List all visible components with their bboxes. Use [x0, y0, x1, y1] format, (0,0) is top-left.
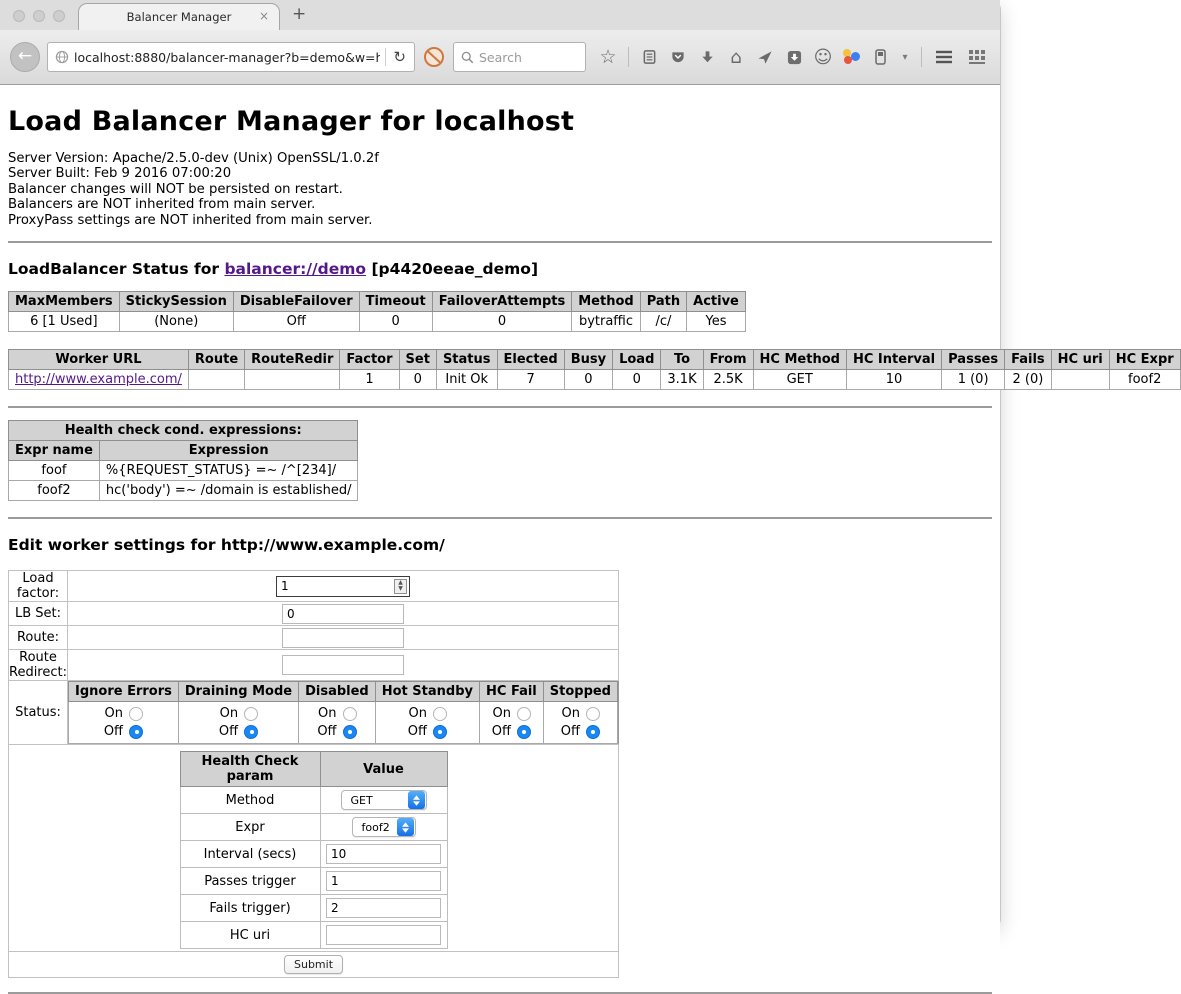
col-disablefailover: DisableFailover	[233, 292, 359, 312]
back-button[interactable]	[10, 42, 40, 72]
load-factor-field[interactable]	[276, 576, 410, 597]
load-factor-input[interactable]	[277, 578, 394, 594]
col-stopped: Stopped	[543, 682, 617, 702]
submit-button[interactable]: Submit	[284, 955, 343, 974]
lb-set-label: LB Set:	[9, 602, 68, 626]
table-header-row	[69, 682, 618, 702]
col-path: Path	[640, 292, 686, 312]
route-row	[9, 626, 619, 650]
method-select[interactable]	[341, 790, 427, 810]
on-label: On	[561, 706, 580, 722]
server-built-line: Server Built: Feb 9 2016 07:00:20	[8, 166, 232, 182]
server-version-line: Server Version: Apache/2.5.0-dev (Unix) OpenSSL/1.0.2f	[8, 151, 379, 166]
off-label: Off	[560, 724, 580, 740]
off-label: Off	[317, 724, 337, 740]
col-expression: Expression	[99, 441, 358, 461]
url-input[interactable]	[74, 50, 380, 65]
col-expr-name: Expr name	[9, 441, 100, 461]
divider	[8, 241, 992, 243]
col-hc-value: Value	[320, 752, 447, 787]
persist-note-line: Balancer changes will NOT be persisted on restart.	[8, 181, 343, 197]
interval-row	[180, 841, 447, 868]
radio-stopped-on[interactable]	[586, 707, 600, 721]
method-selected-value: GET	[350, 793, 373, 807]
toolbar-buttons	[599, 47, 988, 67]
expr-label: Expr	[180, 814, 320, 841]
content-blocked-icon[interactable]	[422, 47, 446, 67]
menu-icon[interactable]	[933, 47, 955, 67]
page-content	[0, 106, 1174, 994]
off-label: Off	[218, 724, 239, 740]
divider	[8, 406, 992, 408]
route-redirect-row	[9, 650, 619, 681]
off-label: Off	[491, 724, 511, 740]
hc-uri-row	[180, 922, 447, 949]
status-options-table	[68, 681, 618, 744]
fails-input[interactable]	[326, 898, 441, 918]
download-icon[interactable]	[698, 47, 716, 67]
passes-row	[180, 868, 447, 895]
off-label: Off	[407, 724, 427, 740]
search-input[interactable]	[479, 50, 569, 65]
balancer-status-table	[8, 291, 746, 332]
reload-icon[interactable]: ↻	[393, 48, 406, 66]
on-label: On	[492, 706, 511, 722]
table-row: foof2 hc('body') =~ /domain is established/	[9, 481, 358, 501]
passes-label: Passes trigger	[180, 868, 320, 895]
submit-row	[9, 952, 619, 978]
col-disabled: Disabled	[299, 682, 376, 702]
radio-ignore-errors-on[interactable]	[129, 707, 143, 721]
radio-hot-standby-off[interactable]	[433, 725, 447, 739]
radio-row	[69, 702, 618, 744]
home-icon[interactable]: ⌂	[730, 46, 742, 68]
radio-disabled-off[interactable]	[343, 725, 357, 739]
status-row	[9, 681, 619, 745]
radio-stopped-off[interactable]	[586, 725, 600, 739]
fails-label: Fails trigger)	[180, 895, 320, 922]
zoom-window-button[interactable]	[53, 10, 65, 22]
table-header-row	[180, 752, 447, 787]
col-ignore-errors: Ignore Errors	[69, 682, 179, 702]
radio-disabled-on[interactable]	[343, 707, 357, 721]
col-method: Method	[572, 292, 640, 312]
hc-uri-input[interactable]	[326, 925, 441, 945]
route-redirect-label: Route Redirect:	[9, 650, 67, 681]
tab-balancer-manager[interactable]	[78, 3, 280, 30]
back-icon: ←	[17, 46, 33, 66]
route-redirect-input[interactable]	[282, 655, 404, 675]
load-factor-row	[9, 571, 619, 602]
load-factor-label: Load factor:	[9, 571, 68, 602]
server-info	[8, 151, 992, 228]
interval-label: Interval (secs)	[180, 841, 320, 868]
loadbalancer-status-heading	[8, 260, 992, 278]
route-input[interactable]	[282, 628, 404, 648]
heading-suffix: [p4420eeae_demo]	[366, 260, 539, 279]
radio-draining-mode-off[interactable]	[244, 725, 258, 739]
downloads-panel-icon[interactable]	[785, 47, 803, 67]
globe-icon	[54, 47, 69, 67]
forum-smiley-icon[interactable]: ☺	[813, 46, 833, 68]
worker-status-table	[8, 349, 1181, 390]
urlbar-divider	[385, 48, 386, 66]
lb-set-input[interactable]	[282, 604, 404, 624]
divider	[8, 517, 992, 519]
edit-worker-form	[8, 570, 619, 978]
col-hc-fail: HC Fail	[480, 682, 544, 702]
toolbar-separator	[921, 47, 922, 67]
health-check-table	[180, 751, 448, 949]
route-label: Route:	[9, 626, 68, 650]
col-active: Active	[687, 292, 746, 312]
window-controls	[13, 10, 65, 22]
page-title: Load Balancer Manager for localhost	[8, 106, 575, 137]
radio-draining-mode-on[interactable]	[244, 707, 258, 721]
col-maxmembers: MaxMembers	[9, 292, 120, 312]
expr-row	[180, 814, 447, 841]
col-hc-param: Health Check param	[180, 752, 320, 787]
method-row	[180, 787, 447, 814]
health-check-expressions-table	[8, 420, 358, 501]
on-label: On	[408, 706, 427, 722]
table-header-row: Worker URL Route RouteRedir Factor Set Status Elected Busy Load To From HC Method HC Interval Passes Fails HC uri HC Expr	[9, 350, 1181, 370]
close-window-button[interactable]	[13, 10, 25, 22]
col-draining-mode: Draining Mode	[178, 682, 298, 702]
search-bar[interactable]	[453, 42, 586, 72]
fails-row	[180, 895, 447, 922]
lb-set-row	[9, 602, 619, 626]
expr-table-title: Health check cond. expressions:	[9, 421, 358, 441]
clipboard-icon[interactable]	[871, 47, 889, 67]
minimize-window-button[interactable]	[33, 10, 45, 22]
navigation-toolbar	[0, 30, 1000, 85]
hc-uri-label: HC uri	[180, 922, 320, 949]
pocket-icon[interactable]	[669, 47, 687, 67]
expr-selected-value: foof2	[361, 820, 390, 834]
tab-close-icon[interactable]: ×	[258, 9, 269, 23]
apps-grid-icon[interactable]	[966, 47, 988, 67]
off-label: Off	[103, 724, 124, 740]
search-icon	[460, 47, 474, 67]
worker-url-link[interactable]: http://www.example.com/	[15, 372, 182, 388]
radio-hc-fail-off[interactable]	[517, 725, 531, 739]
passes-input[interactable]	[326, 871, 441, 891]
edit-worker-heading: Edit worker settings for http://www.example.com/	[8, 536, 445, 555]
col-stickysession: StickySession	[119, 292, 233, 312]
radio-ignore-errors-off[interactable]	[129, 725, 143, 739]
status-label: Status:	[9, 681, 68, 745]
interval-input[interactable]	[326, 844, 441, 864]
on-label: On	[104, 706, 124, 722]
reading-list-icon[interactable]	[640, 47, 658, 67]
proxypass-note-line: ProxyPass settings are NOT inherited from main server.	[8, 212, 373, 228]
heading-prefix: LoadBalancer Status for	[8, 260, 225, 279]
col-hot-standby: Hot Standby	[375, 682, 479, 702]
method-label: Method	[180, 787, 320, 814]
bookmark-star-icon[interactable]: ☆	[599, 46, 617, 68]
color-dots-icon[interactable]	[843, 49, 860, 65]
send-tab-icon[interactable]	[756, 47, 774, 67]
health-check-row	[9, 745, 619, 952]
tab-title: Balancer Manager	[126, 10, 232, 24]
col-failoverattempts: FailoverAttempts	[432, 292, 572, 312]
radio-hc-fail-on[interactable]	[517, 707, 531, 721]
url-bar[interactable]	[47, 42, 415, 72]
table-row: foof %{REQUEST_STATUS} =~ /^[234]/	[9, 461, 358, 481]
table-header-row	[9, 292, 746, 312]
balancer-demo-link[interactable]: balancer://demo	[224, 260, 367, 279]
number-stepper-icon[interactable]: ▲ ▼	[394, 579, 407, 594]
tab-bar	[0, 0, 1000, 30]
on-label: On	[318, 706, 337, 722]
col-timeout: Timeout	[359, 292, 432, 312]
on-label: On	[219, 706, 239, 722]
table-row: 6 [1 Used] (None) Off 0 0 bytraffic /c/ Yes	[9, 312, 746, 332]
toolbar-separator	[628, 47, 629, 67]
table-row: http://www.example.com/ 1 0 Init Ok 7 0 0 3.1K 2.5K GET 10 1 (0) 2 (0) foof2	[9, 370, 1181, 390]
table-header-row	[9, 441, 358, 461]
select-arrows-icon	[397, 818, 414, 836]
select-arrows-icon	[408, 791, 425, 809]
inherit-note-line: Balancers are NOT inherited from main server.	[8, 197, 316, 213]
overflow-caret-icon[interactable]: ▾	[902, 51, 908, 63]
expr-select[interactable]	[352, 817, 416, 837]
radio-hot-standby-on[interactable]	[433, 707, 447, 721]
new-tab-button[interactable]: +	[292, 4, 307, 24]
